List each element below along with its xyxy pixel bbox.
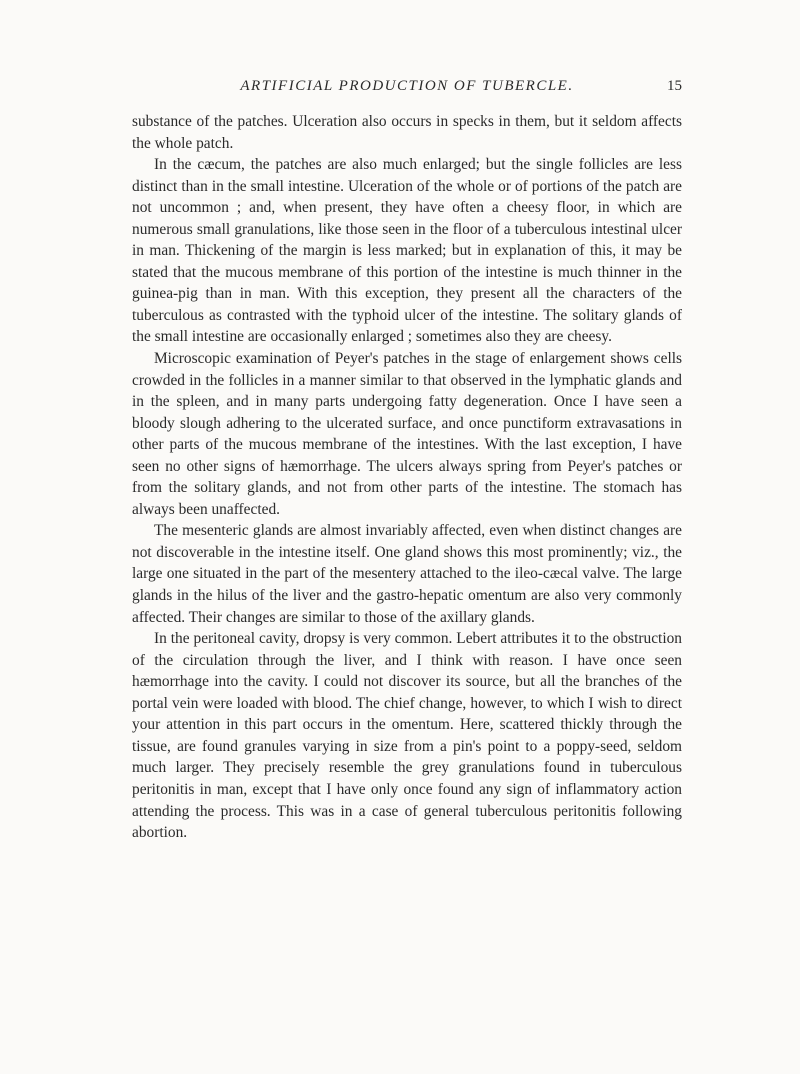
paragraph: In the peritoneal cavity, dropsy is very common. Lebert attributes it to the obstruction of the circulation through the liver, and I think with reason. I have once seen hæmorrhage into the cavity. I could not discover its source, but all the branches of the portal vein were loaded with blood. The chief change, however, to which I wish to direct your attention in this part occurs in the omentum. Here, scattered thickly through the tissue, are found granules varying in size from a pin's point to a poppy-seed, seldom much larger. They precisely resemble the grey granulations found in tuberculous peritonitis in man, except that I have only once found any sign of inflammatory action attending the process. This was in a case of general tuberculous peritonitis following abortion. (132, 630, 682, 842)
running-title: ARTIFICIAL PRODUCTION OF TUBERCLE. (240, 78, 574, 94)
paragraph: Microscopic examination of Peyer's patches in the stage of enlargement shows cells crowded in the follicles in a manner similar to that observed in the lymphatic glands and in the spleen, and in many parts undergoing fatty degeneration. Once I have seen a bloody slough adhering to the ulcerated surface, and once punctiform extravasations in other parts of the mucous membrane of the intestines. With the last exception, I have seen no other signs of hæmorrhage. The ulcers always spring from Peyer's patches or from the solitary glands, and not from other parts of the intestine. The stomach has always been unaffected. (132, 350, 682, 518)
page-number: 15 (667, 78, 682, 94)
paragraph: In the cæcum, the patches are also much enlarged; but the single follicles are less distinct than in the small intestine. Ulceration of the whole or of portions of the patch are not uncommon ; and, when present, they have often a cheesy floor, in which are numerous small granulations, like those seen in the floor of a tuberculous intestinal ulcer in man. Thickening of the margin is less marked; but in explanation of this, it may be stated that the mucous membrane of this portion of the intestine is much thinner in the guinea-pig than in man. With this exception, they present all the characters of the tuberculous as contrasted with the typhoid ulcer of the intestine. The solitary glands of the small intestine are occasionally enlarged ; sometimes also they are cheesy. (132, 156, 682, 346)
paragraph: substance of the patches. Ulceration also occurs in specks in them, but it seldom affects the whole patch. (132, 113, 682, 152)
paragraph: The mesenteric glands are almost invariably affected, even when distinct changes are not discoverable in the intestine itself. One gland shows this most prominently; viz., the large one situated in the part of the mesentery attached to the ileo-cæcal valve. The large glands in the hilus of the liver and the gastro-hepatic omentum are also very commonly affected. Their changes are similar to those of the axillary glands. (132, 522, 682, 626)
body-text (132, 111, 682, 844)
running-head (132, 78, 682, 100)
